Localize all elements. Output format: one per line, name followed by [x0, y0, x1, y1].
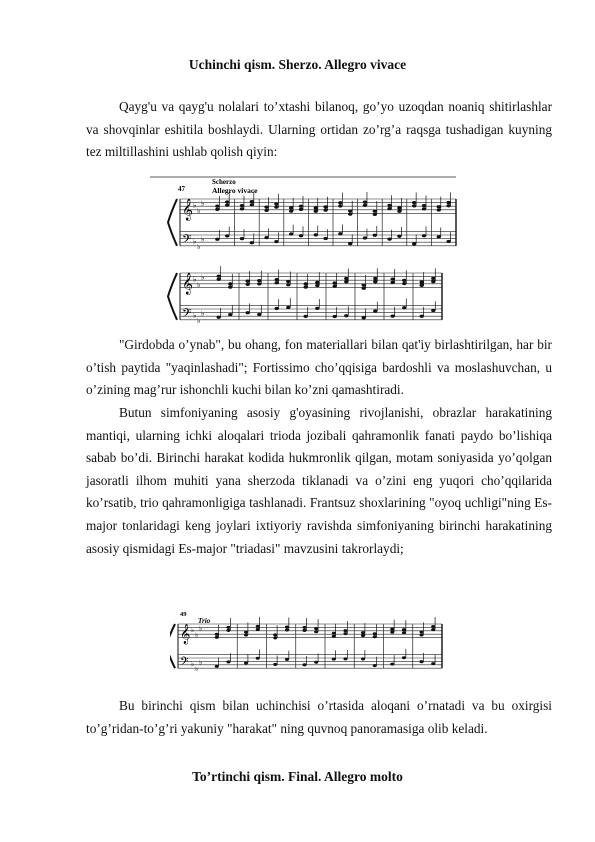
paragraph-girdobda: "Girdobda o’ynab", bu ohang, fon materiallari bilan qat'iy birlashtirilgan, har bir o’tish paytida "yaqinlashadi"; Fortissimo cho’qqisiga bardoshli va moslashuvchan, u o’zining mag’rur ishonchli kuchi bilan ko’zni qamashtiradi. [86, 337, 552, 398]
svg-text:♭: ♭ [193, 274, 197, 284]
svg-text:♭: ♭ [193, 200, 197, 210]
treble-clef-icon: 𝄞 [182, 199, 194, 221]
bass-clef-icon: 𝄢 [182, 306, 192, 323]
svg-text:♭: ♭ [199, 658, 203, 667]
treble-clef-icon: 𝄞 [182, 273, 194, 295]
music-system [168, 192, 456, 251]
tempo-marking: Trio [198, 617, 211, 625]
svg-text:♭: ♭ [201, 272, 205, 282]
svg-text:♭: ♭ [193, 236, 197, 246]
measure-number: 49 [180, 611, 187, 618]
tempo-marking: Scherzo [212, 178, 236, 186]
svg-text:♭: ♭ [197, 279, 201, 289]
measure-number: 47 [178, 185, 185, 193]
svg-text:♭: ♭ [199, 624, 203, 633]
svg-text:♭: ♭ [195, 665, 199, 672]
tempo-marking: Allegro vivace [212, 186, 258, 195]
svg-text:♭: ♭ [197, 205, 201, 215]
svg-text:♭: ♭ [191, 626, 195, 635]
section-heading-final: To’rtinchi qism. Final. Allegro molto [192, 769, 403, 784]
bass-clef-icon: 𝄢 [180, 655, 189, 672]
music-score-scherzo [150, 175, 460, 327]
svg-text:♭: ♭ [191, 660, 195, 669]
svg-text:♭: ♭ [201, 234, 205, 244]
svg-text:♭: ♭ [201, 198, 205, 208]
music-system [168, 266, 442, 325]
svg-text:♭: ♭ [197, 315, 201, 325]
section-heading-scherzo: Uchinchi qism. Sherzo. Allegro vivace [188, 57, 407, 72]
music-system [170, 617, 442, 672]
svg-text:♭: ♭ [197, 241, 201, 251]
music-score-trio [170, 610, 445, 672]
bass-clef-icon: 𝄢 [182, 232, 192, 249]
paragraph-connection: Bu birinchi qism bilan uchinchisi o’rtasida aloqani o’rnatadi va bu oxirgisi to’g’ridan-to’g’ri yakuniy "harakat" ning quvnoq panoramasiga olib keladi. [86, 698, 552, 736]
paragraph-intro: Qayg'u va qayg'u nolalari to’xtashi bilanoq, go’yo uzoqdan noaniq shitirlashlar va shovqinlar eshitila boshlaydi. Ularning ortidan zo’rg’a raqsga tushadigan kuyning tez miltillashini ushlab qolish qiyin: [86, 99, 552, 160]
paragraph-trio-description: Butun simfoniyaning asosiy g'oyasining rivojlanishi, obrazlar harakatining mantiqi, ularning ichki aloqalari trioda jozibali qahramonlik fanati paydo bo’lishiqa sabab bo’di. Birinchi harakat kodida hukmronlik qilgan, motam soniyasida yo’qolgan jasoratli ilhom muhiti yana sherzoda tiklanadi va o’zini eng yuqori cho’qqilarida ko’rsatib, trio qahramonligiga tashlanadi. Frantsuz shoxlarining "oyoq uchligi"ning Es-major tonlaridagi keng joylari ixtiyoriy ravishda simfoniyaning birinchi harakatining asosiy qismidagi Es-major "triadasi" mavzusini takrorlaydi; [86, 405, 552, 556]
svg-text:♭: ♭ [195, 631, 199, 640]
svg-text:♭: ♭ [193, 310, 197, 320]
treble-clef-icon: 𝄞 [180, 624, 191, 645]
svg-text:♭: ♭ [201, 308, 205, 318]
